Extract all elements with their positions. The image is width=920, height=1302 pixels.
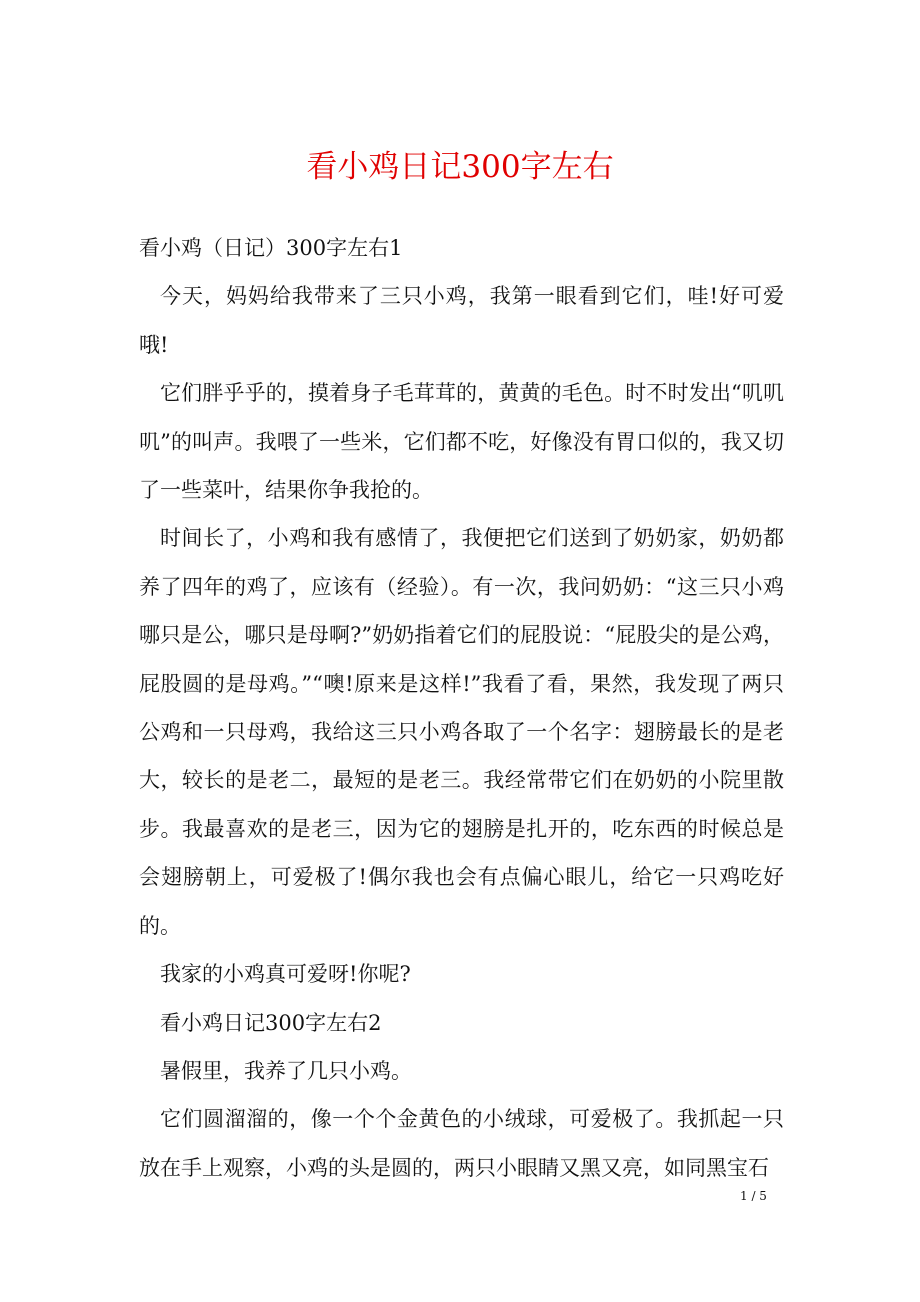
page-number: 1 / 5 bbox=[740, 1189, 767, 1203]
paragraph: 它们圆溜溜的，像一个个金黄色的小绒球，可爱极了。我抓起一只放在手上观察，小鸡的头是圆的，两只小眼睛又黑又亮，如同黑宝石 bbox=[139, 1107, 784, 1180]
section-heading-2: 看小鸡日记300字左右2 bbox=[160, 1010, 382, 1035]
paragraph: 时间长了，小鸡和我有感情了，我便把它们送到了奶奶家，奶奶都养了四年的鸡了，应该有（经验）。有一次，我问奶奶：“这三只小鸡哪只是公，哪只是母啊?”奶奶指着它们的屁股说：“屁股尖的是公鸡，屁股圆的是母鸡。”“噢!原来是这样!”我看了看，果然，我发现了两只公鸡和一只母鸡，我给这三只小鸡各取了一个名字：翅膀最长的是老大，较长的是老二，最短的是老三。我经常带它们在奶奶的小院里散步。我最喜欢的是老三，因为它的翅膀是扎开的，吃东西的时候总是会翅膀朝上，可爱极了!偶尔我也会有点偏心眼儿，给它一只鸡吃好的。 bbox=[139, 526, 784, 938]
paragraph: 今天，妈妈给我带来了三只小鸡，我第一眼看到它们，哇!好可爱哦! bbox=[139, 284, 784, 357]
paragraph: 暑假里，我养了几只小鸡。 bbox=[160, 1058, 412, 1083]
document-body bbox=[139, 224, 784, 1192]
paragraph: 它们胖乎乎的，摸着身子毛茸茸的，黄黄的毛色。时不时发出“叽叽叽”的叫声。我喂了一些米，它们都不吃，好像没有胃口似的，我又切了一些菜叶，结果你争我抢的。 bbox=[139, 381, 784, 503]
document-title: 看小鸡日记300字左右 bbox=[306, 149, 614, 185]
paragraph: 我家的小鸡真可爱呀!你呢? bbox=[160, 962, 411, 987]
section-heading-1: 看小鸡（日记）300字左右1 bbox=[139, 236, 403, 260]
